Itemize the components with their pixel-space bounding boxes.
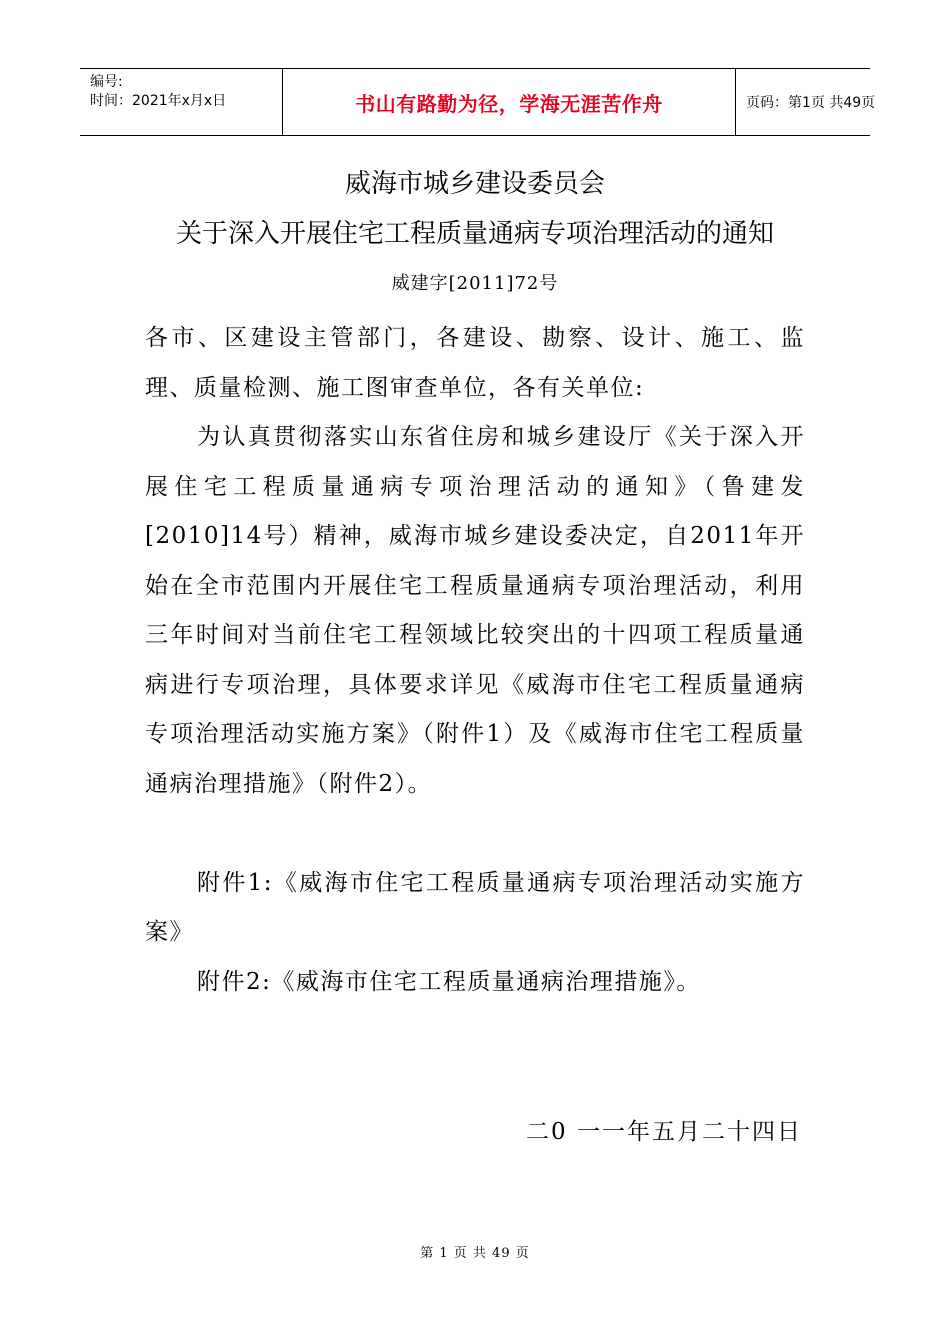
- page-footer: 第 1 页 共 49 页: [420, 1246, 530, 1261]
- main-paragraph: 为认真贯彻落实山东省住房和城乡建设厅《关于深入开展住宅工程质量通病专项治理活动的通知》（鲁建发[2010]14号）精神，威海市城乡建设委决定，自2011年开始在全市范围内开展住宅工程质量通病专项治理活动，利用三年时间对当前住宅工程领域比较突出的十四项工程质量通病进行专项治理，具体要求详见《威海市住宅工程质量通病专项治理活动实施方案》（附件1）及《威海市住宅工程质量通病治理措施》（附件2）。: [145, 424, 805, 797]
- document-title-issuer: 威海市城乡建设委员会: [344, 169, 605, 199]
- header-motto: 书山有路勤为径，学海无涯苦作舟: [282, 69, 736, 135]
- document-reference-number: 威建字[2011]72号: [391, 273, 559, 294]
- header-page-label: 页码：第1页 共49页: [746, 95, 876, 111]
- header-info-cell: [80, 69, 282, 135]
- issue-date: 二0 一一年五月二十四日: [526, 1119, 802, 1145]
- recipients-paragraph: 各市、区建设主管部门，各建设、勘察、设计、施工、监理、质量检测、施工图审查单位，各有关单位:: [145, 325, 805, 401]
- document-body: [145, 314, 805, 1007]
- document-number-label: 编号:: [90, 74, 123, 90]
- document-time-label: 时间：2021年x月x日: [90, 93, 227, 109]
- paragraph-spacer: [145, 809, 805, 859]
- attachment-2: 附件2:《威海市住宅工程质量通病治理措施》。: [197, 968, 701, 995]
- header-table: [80, 68, 876, 136]
- attachment-1: 附件1:《威海市住宅工程质量通病专项治理活动实施方案》: [145, 869, 805, 945]
- document-title-subject: 关于深入开展住宅工程质量通病专项治理活动的通知: [175, 219, 774, 249]
